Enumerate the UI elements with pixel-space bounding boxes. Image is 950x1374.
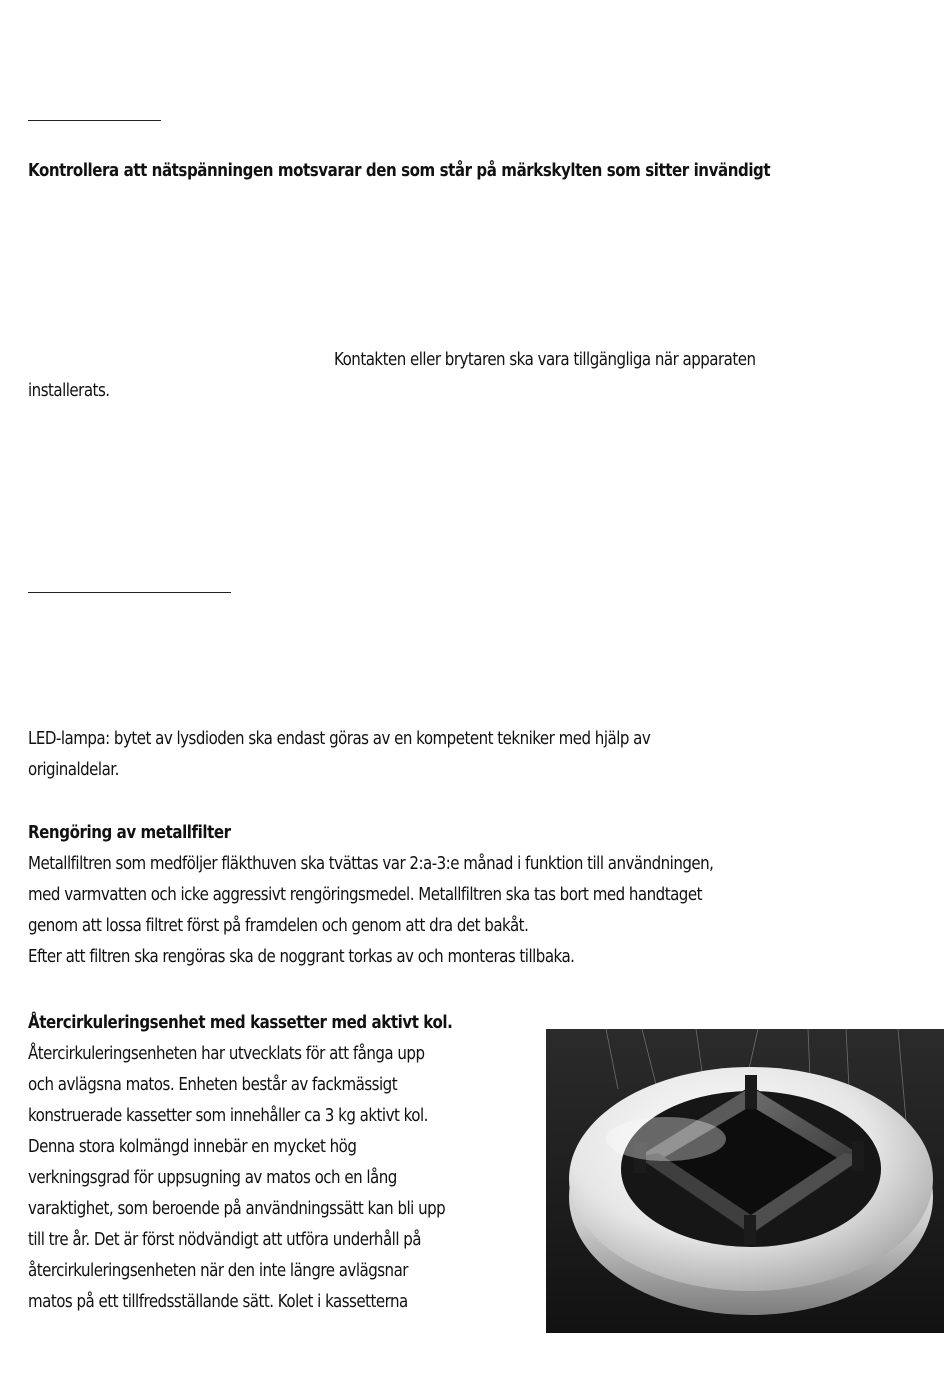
recirculation-line: konstruerade kassetter som innehåller ca 3 kg aktivt kol. bbox=[28, 1106, 428, 1126]
led-text-line-2: originaldelar. bbox=[28, 760, 119, 780]
recirculation-unit-photo bbox=[546, 1029, 944, 1333]
recirculation-line: verkningsgrad för uppsugning av matos och en lång bbox=[28, 1168, 397, 1188]
section-rule-top bbox=[28, 120, 161, 121]
recirculation-line: och avlägsna matos. Enheten består av fackmässigt bbox=[28, 1075, 398, 1095]
metal-filter-line: genom att lossa filtret först på framdelen och genom att dra det bakåt. bbox=[28, 916, 529, 936]
metal-filter-line: Metallfiltren som medföljer fläkthuven ska tvättas var 2:a-3:e månad i funktion till användningen, bbox=[28, 854, 714, 874]
led-text-line-1: LED-lampa: bytet av lysdioden ska endast göras av en kompetent tekniker med hjälp av bbox=[28, 729, 651, 749]
metal-filter-line: med varmvatten och icke aggressivt rengöringsmedel. Metallfiltren ska tas bort med handtaget bbox=[28, 885, 702, 905]
metal-filter-line: Efter att filtren ska rengöras ska de noggrant torkas av och monteras tillbaka. bbox=[28, 947, 575, 967]
contact-text-line-2: installerats. bbox=[28, 381, 110, 401]
voltage-warning-heading: Kontrollera att nätspänningen motsvarar den som står på märkskylten som sitter invändigt bbox=[28, 161, 771, 181]
recirculation-line: varaktighet, som beroende på användningssätt kan bli upp bbox=[28, 1199, 446, 1219]
contact-text-line-1: Kontakten eller brytaren ska vara tillgängliga när apparaten bbox=[334, 350, 756, 370]
recirculation-heading: Återcirkuleringsenhet med kassetter med aktivt kol. bbox=[28, 1013, 453, 1033]
recirculation-line: matos på ett tillfredsställande sätt. Kolet i kassetterna bbox=[28, 1292, 408, 1312]
recirculation-line: Denna stora kolmängd innebär en mycket hög bbox=[28, 1137, 357, 1157]
recirculation-unit-illustration bbox=[546, 1029, 944, 1333]
section-rule-middle bbox=[28, 592, 231, 593]
recirculation-line: återcirkuleringsenheten när den inte längre avlägsnar bbox=[28, 1261, 408, 1281]
recirculation-line: Återcirkuleringsenheten har utvecklats för att fånga upp bbox=[28, 1044, 425, 1064]
recirculation-line: till tre år. Det är först nödvändigt att utföra underhåll på bbox=[28, 1230, 422, 1250]
metal-filter-heading: Rengöring av metallfilter bbox=[28, 823, 231, 843]
